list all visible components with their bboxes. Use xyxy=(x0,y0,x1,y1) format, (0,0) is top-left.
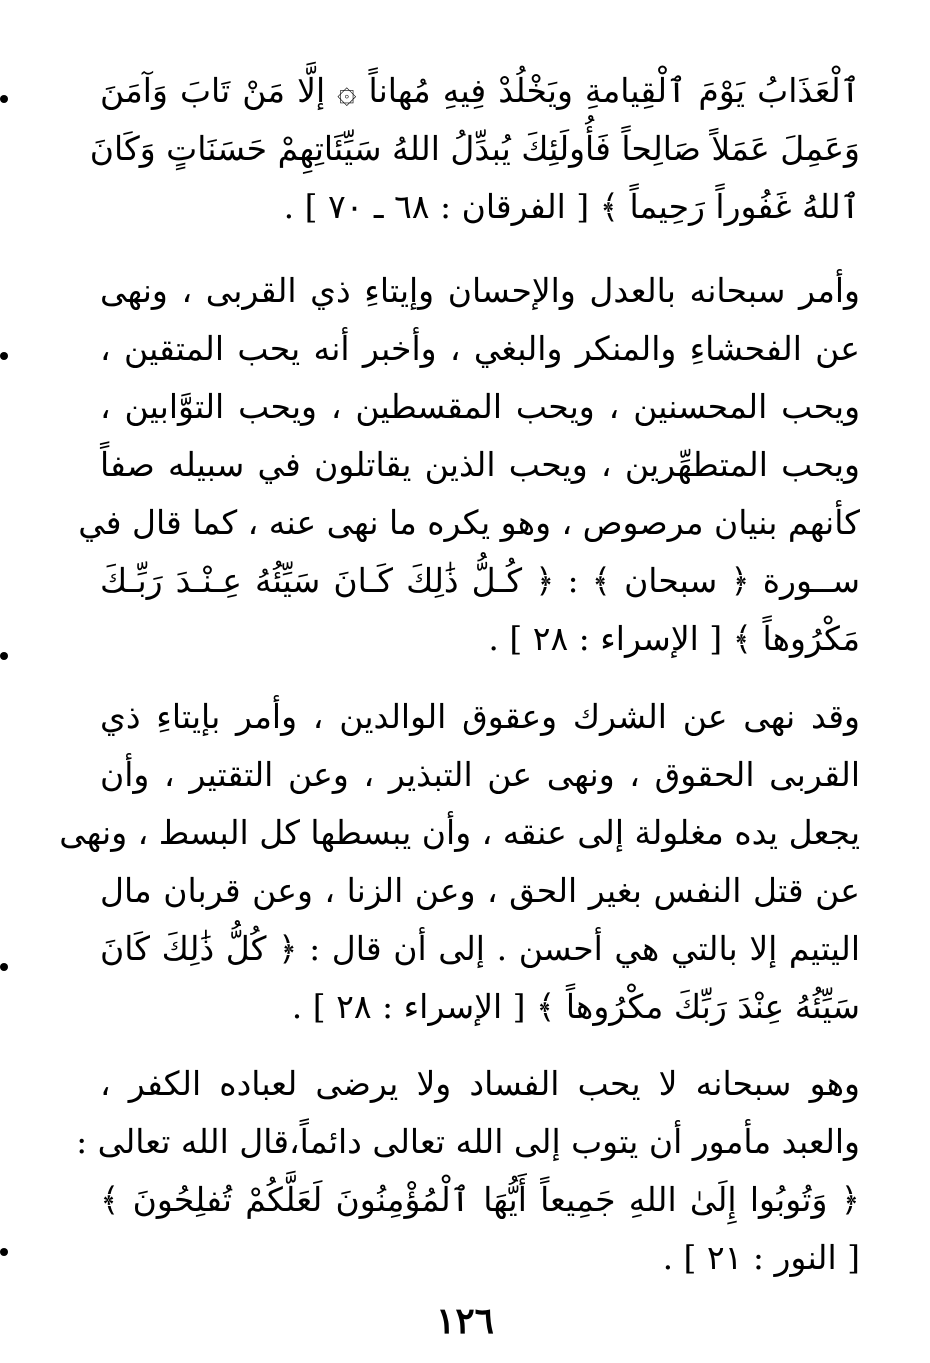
text-line: والعبد مأمور أن يتوب إلى الله تعالى دائماً،قال الله تعالى : xyxy=(76,1122,860,1161)
text-line: عن قتل النفس بغير الحق ، وعن الزنا ، وعن قربان مال xyxy=(100,871,860,910)
margin-mark xyxy=(0,95,8,103)
text-line: ســورة ﴿ سبحان ﴾ : ﴿ كُـلُّ ذَٰلِكَ كَـانَ سَيِّئُهُ عِـنْـدَ رَبِّـكَ xyxy=(100,561,860,600)
paragraph-prohibitions xyxy=(59,688,860,1036)
text-line: وقد نهى عن الشرك وعقوق الوالدين ، وأمر بإيتاءِ ذي xyxy=(100,697,860,736)
text-line: وَعَمِلَ عَمَلاً صَالِحاً فَأُولَئِكَ يُبدِّلُ اللهُ سَيِّئَاتِهِمْ حَسَنَاتٍ وَكَانَ xyxy=(89,129,860,168)
margin-mark xyxy=(0,352,8,360)
text-line: وهو سبحانه لا يحب الفساد ولا يرضى لعباده الكفر ، xyxy=(100,1064,860,1103)
paragraph-commands xyxy=(78,262,860,668)
text-line: ويحب المتطهِّرين ، ويحب الذين يقاتلون في سبيله صفاً xyxy=(100,445,860,484)
text-line: اليتيم إلا بالتي هي أحسن . إلى أن قال : ﴿ كُلُّ ذَٰلِكَ كَانَ xyxy=(100,929,860,968)
text-line: [ النور : ٢١ ] . xyxy=(662,1238,860,1277)
text-line: ٱلْعَذَابُ يَوْمَ ٱلْقِيامةِ ويَخْلُدْ فِيهِ مُهاناً ۞ إلَّا مَنْ تَابَ وَآمَنَ xyxy=(100,71,860,110)
margin-mark xyxy=(0,1248,8,1256)
paragraph-quran-al-furqan xyxy=(89,62,860,236)
text-line: وأمر سبحانه بالعدل والإحسان وإيتاءِ ذي القربى ، ونهى xyxy=(100,271,860,310)
text-line: ﴿ وَتُوبُوا إِلَىٰ اللهِ جَمِيعاً أَيُّهَا ٱلْمُؤْمِنُونَ لَعَلَّكُمْ تُفلِحُونَ ﴾ xyxy=(100,1180,860,1219)
text-line: مَكْرُوهاً ﴾ [ الإسراء : ٢٨ ] . xyxy=(488,619,860,658)
text-line: كأنهم بنيان مرصوص ، وهو يكره ما نهى عنه ، كما قال في xyxy=(78,503,860,542)
text-line: القربى الحقوق ، ونهى عن التبذير ، وعن التقتير ، وأن xyxy=(100,755,860,794)
margin-mark xyxy=(0,652,8,660)
text-line: ٱللهُ غَفُوراً رَحِيماً ﴾ [ الفرقان : ٦٨ ـ ٧٠ ] . xyxy=(283,187,860,226)
paragraph-repentance xyxy=(76,1055,860,1287)
text-line: يجعل يده مغلولة إلى عنقه ، وأن يبسطها كل البسط ، ونهى xyxy=(59,813,860,852)
page-number: ١٢٦ xyxy=(435,1300,494,1342)
text-line: سَيِّئُهُ عِنْدَ رَبِّكَ مكْرُوهاً ﴾ [ الإسراء : ٢٨ ] . xyxy=(291,987,860,1026)
margin-mark xyxy=(0,963,8,971)
text-line: عن الفحشاءِ والمنكر والبغي ، وأخبر أنه يحب المتقين ، xyxy=(100,329,860,368)
text-line: ويحب المحسنين ، ويحب المقسطين ، ويحب التوَّابين ، xyxy=(100,387,860,426)
